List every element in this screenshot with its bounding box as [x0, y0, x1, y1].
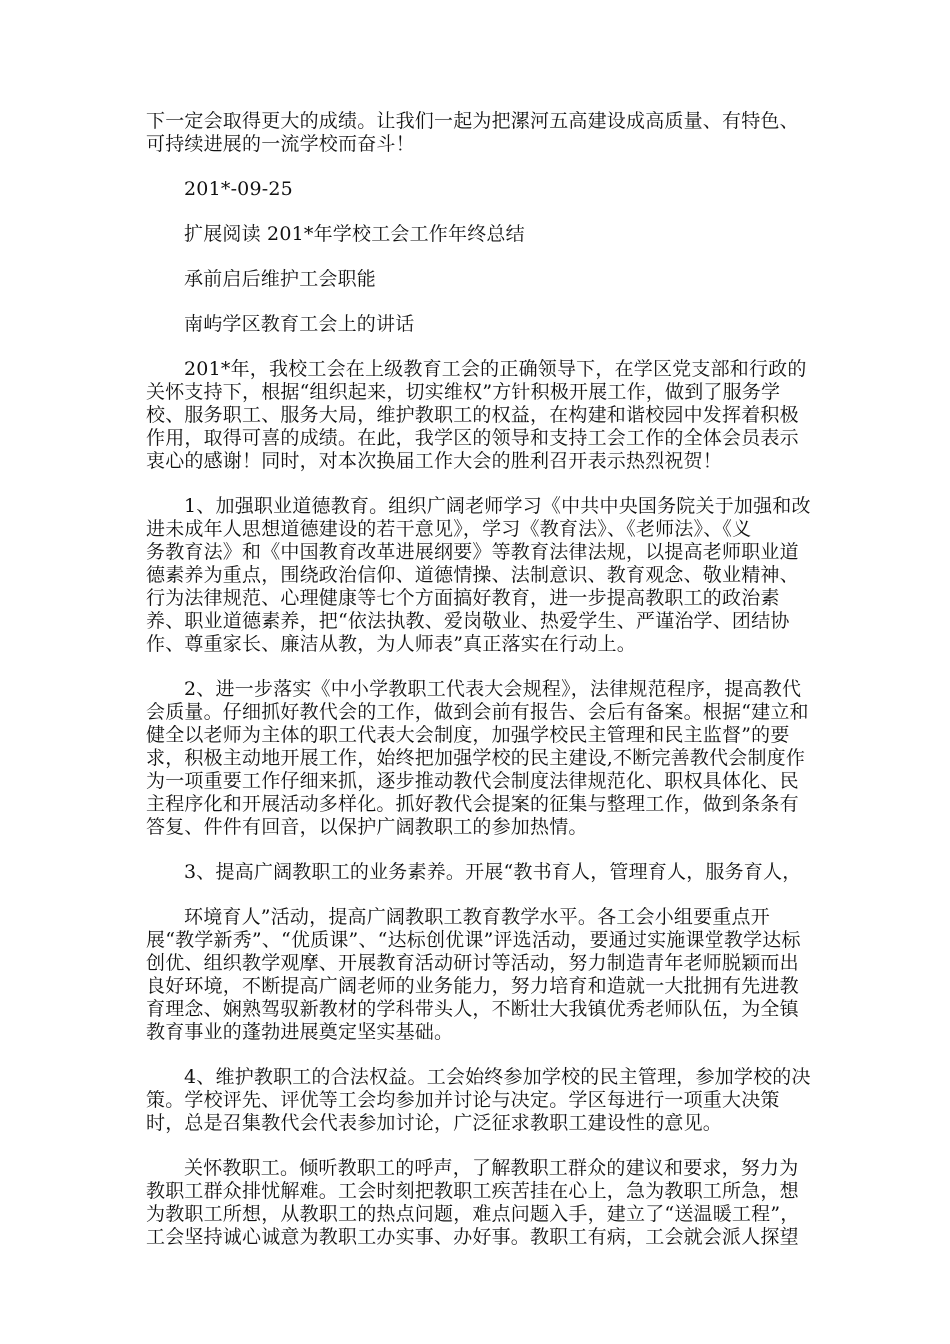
paragraph-overview [146, 358, 806, 473]
text-line: 创优、组织教学观摩、开展教育活动研讨等活动，努力制造青年老师脱颖而出 [146, 952, 799, 974]
intro-paragraph [146, 110, 806, 156]
text-line: 行为法律规范、心理健康等七个方面搞好教育，进一步提高教职工的政治素 [146, 587, 780, 609]
text-line: 3、提高广阔教职工的业务素养。开展“教书育人，管理育人，服务育人， [184, 861, 802, 883]
text-line: 务教育法》和《中国教育改革进展纲要》等教育法律法规，以提高老师职业道 [146, 541, 799, 563]
text-line: 201*年，我校工会在上级教育工会的正确领导下，在学区党支部和行政的 [184, 358, 807, 380]
text-line: 求，积极主动地开展工作，始终把加强学校的民主建设,不断完善教代会制度作 [146, 747, 806, 769]
text-line: 主程序化和开展活动多样化。抓好教代会提案的征集与整理工作，做到条条有 [146, 793, 799, 815]
heading-union-function: 承前启后维护工会职能 [184, 268, 377, 290]
paragraph-item-4 [146, 1066, 811, 1135]
text-line: 养、职业道德素养，把“依法执教、爱岗敬业、热爱学生、严谨治学、团结协 [146, 610, 790, 632]
text-line: 进未成年人思想道德建设的若干意见》，学习《教育法》、《老师法》、《义 [146, 518, 752, 540]
text-line: 德素养为重点，围绕政治信仰、道德情操、法制意识、教育观念、敬业精神、 [146, 564, 799, 586]
text-line: 下一定会取得更大的成绩。让我们一起为把漯河五高建设成高质量、有特色、 [146, 110, 799, 132]
text-line: 衷心的感谢！同时，对本次换届工作大会的胜利召开表示热烈祝贺！ [146, 450, 723, 472]
text-line: 4、维护教职工的合法权益。工会始终参加学校的民主管理，参加学校的决 [184, 1066, 811, 1088]
paragraph-item-3-continued [146, 906, 806, 1044]
text-line: 作用，取得可喜的成绩。在此，我学区的领导和支持工会工作的全体会员表示 [146, 427, 799, 449]
paragraph-item-1 [146, 495, 811, 656]
text-line: 1、加强职业道德教育。组织广阔老师学习《中共中央国务院关于加强和改 [184, 495, 811, 517]
text-line: 展“教学新秀”、“优质课”、“达标创优课”评选活动，要通过实施课堂教学达标 [146, 929, 801, 951]
text-line: 答复、件件有回音，以保护广阔教职工的参加热情。 [146, 816, 588, 838]
text-line: 良好环境，不断提高广阔老师的业务能力，努力培育和造就一大批拥有先进教 [146, 975, 799, 997]
text-line: 健全以老师为主体的职工代表大会制度，加强学校民主管理和民主监督”的要 [146, 724, 790, 746]
text-line: 作、尊重家长、廉洁从教，为人师表”真正落实在行动上。 [146, 633, 636, 655]
text-line: 关怀支持下，根据“组织起来，切实维权”方针积极开展工作，做到了服务学 [146, 381, 781, 403]
text-line: 教育事业的蓬勃进展奠定坚实基础。 [146, 1021, 454, 1043]
paragraph-care [146, 1157, 806, 1249]
text-line: 关怀教职工。倾听教职工的呼声，了解教职工群众的建议和要求，努力为 [184, 1157, 799, 1179]
text-line: 为一项重要工作仔细来抓，逐步推动教代会制度法律规范化、职权具体化、民 [146, 770, 799, 792]
text-line: 时，总是召集教代会代表参加讨论，广泛征求教职工建设性的意见。 [146, 1112, 723, 1134]
text-line: 教职工群众排忧解难。工会时刻把教职工疾苦挂在心上，急为教职工所急，想 [146, 1180, 799, 1202]
text-line: 为教职工所想，从教职工的热点问题，难点问题入手，建立了“送温暖工程”， [146, 1203, 800, 1225]
paragraph-item-3 [146, 861, 806, 884]
document-page [146, 110, 811, 1271]
date-line: 201*-09-25 [184, 178, 293, 200]
text-line: 校、服务职工、服务大局，维护教职工的权益，在构建和谐校园中发挥着积极 [146, 404, 799, 426]
text-line: 2、进一步落实《中小学教职工代表大会规程》，法律规范程序，提高教代 [184, 678, 802, 700]
text-line: 育理念、娴熟驾驭新教材的学科带头人，不断壮大我镇优秀老师队伍，为全镇 [146, 998, 799, 1020]
text-line: 会质量。仔细抓好教代会的工作，做到会前有报告、会后有备案。根据“建立和 [146, 701, 809, 723]
heading-speech-title: 南屿学区教育工会上的讲话 [184, 313, 415, 335]
text-line: 工会坚持诚心诚意为教职工办实事、办好事。教职工有病，工会就会派人探望 [146, 1226, 799, 1248]
heading-extended-reading: 扩展阅读 201*年学校工会工作年终总结 [184, 223, 525, 245]
paragraph-item-2 [146, 678, 809, 839]
text-line: 可持续进展的一流学校而奋斗！ [146, 133, 415, 155]
text-line: 环境育人”活动，提高广阔教职工教育教学水平。各工会小组要重点开 [184, 906, 770, 928]
text-line: 策。学校评先、评优等工会均参加并讨论与决定。学区每进行一项重大决策 [146, 1089, 780, 1111]
